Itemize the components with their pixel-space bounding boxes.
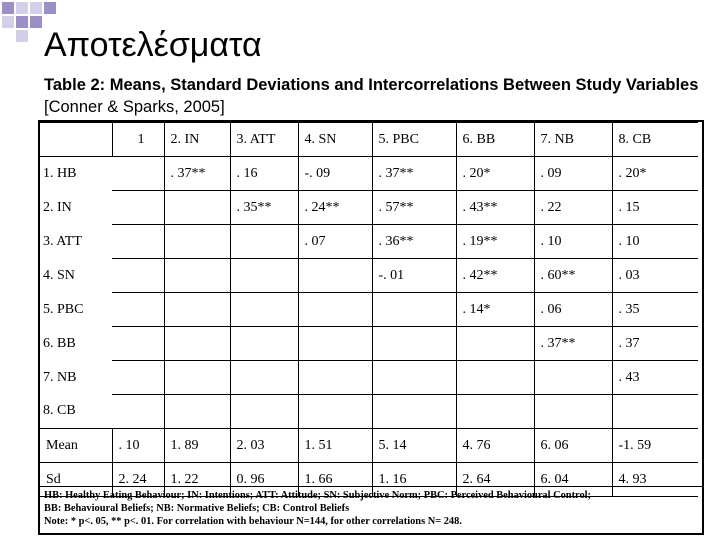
table-cell (612, 395, 698, 429)
notes-line: Note: * p<. 05, ** p<. 01. For correlation with behaviour N=144, for other correlations N= 248. (44, 516, 462, 527)
table-cell: . 20* (612, 157, 698, 191)
table-cell (372, 293, 456, 327)
table-cell: . 37** (534, 327, 612, 361)
table-row (40, 395, 698, 429)
table-cell (164, 191, 230, 225)
table-cell: 2. 24 (112, 463, 164, 497)
table-cell (298, 293, 372, 327)
table-cell: . 09 (534, 157, 612, 191)
table-cell: 2. 03 (230, 429, 298, 463)
table-cell (164, 361, 230, 395)
table-cell: . 07 (298, 225, 372, 259)
table-cell: 1. 16 (372, 463, 456, 497)
table-cell: 1. 89 (164, 429, 230, 463)
table-cell (230, 327, 298, 361)
table-cell: 4. 93 (612, 463, 698, 497)
table-cell: . 37** (372, 157, 456, 191)
table-cell: . 20* (456, 157, 534, 191)
table-cell: 1. 22 (164, 463, 230, 497)
table-cell: 0. 96 (230, 463, 298, 497)
row-label: 4. SN (43, 267, 75, 283)
table-cell (164, 259, 230, 293)
table-row (40, 327, 698, 361)
table-cell (230, 259, 298, 293)
table-cell: . 10 (534, 225, 612, 259)
table-cell (230, 225, 298, 259)
column-header: 3. ATT (230, 123, 298, 157)
table-cell: . 10 (112, 429, 164, 463)
table-cell (456, 395, 534, 429)
table-cell: -1. 59 (612, 429, 698, 463)
table-cell (534, 395, 612, 429)
table-cell (230, 361, 298, 395)
column-header: 2. IN (164, 123, 230, 157)
table-row (40, 157, 698, 191)
table-cell (112, 293, 164, 327)
column-header: 6. BB (456, 123, 534, 157)
table-cell (298, 259, 372, 293)
table-cell: 2. 64 (456, 463, 534, 497)
table-cell: . 36** (372, 225, 456, 259)
table-cell (112, 259, 164, 293)
mean-row (40, 429, 698, 463)
row-label: 5. PBC (43, 301, 84, 317)
table-cell: . 35** (230, 191, 298, 225)
table-cell: -. 09 (298, 157, 372, 191)
notes-line: BB: Behavioural Beliefs; NB: Normative Beliefs; CB: Control Beliefs (44, 503, 350, 514)
table-row (40, 361, 698, 395)
slide-title: Αποτελέσματα (44, 26, 262, 64)
row-label: 1. HB (43, 165, 77, 181)
column-header: 8. CB (612, 123, 698, 157)
table-cell (164, 293, 230, 327)
correlation-table (38, 120, 704, 535)
row-label: Sd (40, 463, 112, 497)
table-cell: . 42** (456, 259, 534, 293)
table-cell (112, 157, 164, 191)
table-cell (164, 395, 230, 429)
table-cell: . 35 (612, 293, 698, 327)
table-cell (298, 327, 372, 361)
table-cell (372, 395, 456, 429)
table-cell (112, 327, 164, 361)
table-cell (112, 361, 164, 395)
table-cell: . 16 (230, 157, 298, 191)
table-cell (456, 361, 534, 395)
table-cell: . 43 (612, 361, 698, 395)
table-cell: . 37** (164, 157, 230, 191)
table-cell (112, 191, 164, 225)
table-cell (112, 225, 164, 259)
notes-line: HB: Healthy Eating Behaviour; IN: Intentions; ATT: Attitude; SN: Subjective Norm; PBC: Perceived Behavioural Control; (44, 490, 592, 501)
table-cell (534, 361, 612, 395)
column-header: 7. NB (534, 123, 612, 157)
table-cell (372, 361, 456, 395)
table-cell: 4. 76 (456, 429, 534, 463)
table-cell (372, 327, 456, 361)
table-cell: . 24** (298, 191, 372, 225)
table-row (40, 225, 698, 259)
table-cell: . 43** (456, 191, 534, 225)
row-label: 8. CB (43, 403, 76, 419)
table-cell: . 57** (372, 191, 456, 225)
table-cell (164, 327, 230, 361)
column-header: 1 (112, 123, 164, 157)
table-notes (40, 486, 702, 530)
table-caption (44, 74, 704, 118)
row-label: 3. ATT (43, 233, 82, 249)
table-row (40, 191, 698, 225)
header-row (40, 123, 698, 157)
row-label: 2. IN (43, 199, 72, 215)
table-cell: 6. 04 (534, 463, 612, 497)
row-label: Mean (40, 429, 112, 463)
table-cell: . 06 (534, 293, 612, 327)
table-cell (164, 225, 230, 259)
table-cell (298, 361, 372, 395)
table-cell: 5. 14 (372, 429, 456, 463)
table-cell: . 14* (456, 293, 534, 327)
caption-reference: [Conner & Sparks, 2005] (44, 98, 225, 116)
table-row (40, 259, 698, 293)
table-cell (230, 293, 298, 327)
row-label: 6. BB (43, 335, 76, 351)
table-cell (112, 395, 164, 429)
table-cell: . 37 (612, 327, 698, 361)
table-cell: . 22 (534, 191, 612, 225)
table-cell: 1. 66 (298, 463, 372, 497)
column-header: 4. SN (298, 123, 372, 157)
table-cell (230, 395, 298, 429)
table-row (40, 293, 698, 327)
correlation-grid (40, 122, 698, 497)
caption-text: Table 2: Means, Standard Deviations and Intercorrelations Between Study Variables (44, 76, 699, 94)
table-cell (456, 327, 534, 361)
table-cell: -. 01 (372, 259, 456, 293)
table-cell: 1. 51 (298, 429, 372, 463)
table-cell: . 10 (612, 225, 698, 259)
column-header: 5. PBC (372, 123, 456, 157)
row-label: 7. NB (43, 369, 77, 385)
table-cell: . 03 (612, 259, 698, 293)
table-cell: . 19** (456, 225, 534, 259)
table-cell: . 15 (612, 191, 698, 225)
table-cell: 6. 06 (534, 429, 612, 463)
corner-cell (40, 123, 112, 157)
table-cell: . 60** (534, 259, 612, 293)
table-cell (298, 395, 372, 429)
